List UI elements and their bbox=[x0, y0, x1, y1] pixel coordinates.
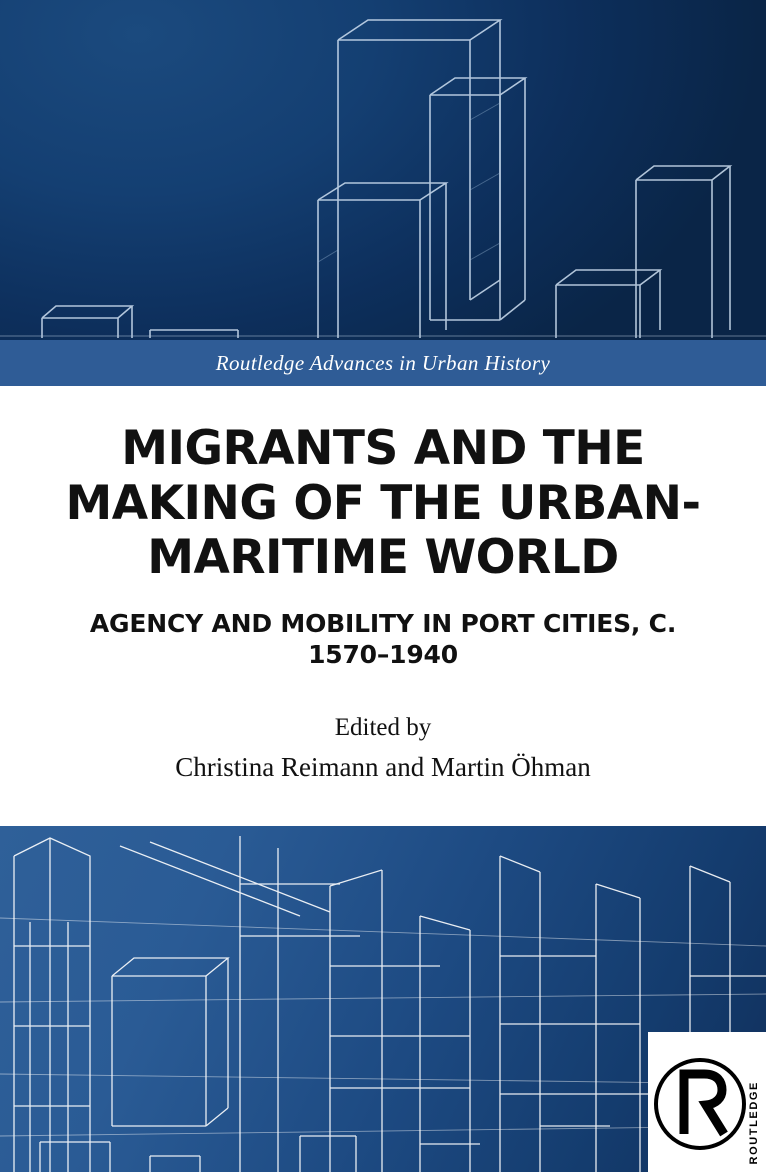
publisher-logo bbox=[648, 1032, 766, 1172]
page-subtitle: AGENCY AND MOBILITY IN PORT CITIES, C. 1570–1940 bbox=[89, 608, 677, 669]
title-block bbox=[0, 386, 766, 826]
top-artwork-panel bbox=[0, 0, 766, 340]
skyline-wireframe-graphic bbox=[0, 0, 766, 340]
editor-names: Christina Reimann and Martin Öhman bbox=[175, 751, 591, 782]
publisher-name: ROUTLEDGE bbox=[748, 1080, 760, 1164]
bottom-artwork-panel bbox=[0, 826, 766, 1172]
page-title: MIGRANTS AND THE MAKING OF THE URBAN-MARITIME WORLD bbox=[65, 421, 701, 586]
series-title: Routledge Advances in Urban History bbox=[215, 350, 551, 375]
series-band bbox=[0, 340, 766, 386]
edited-by-label: Edited by bbox=[334, 713, 432, 741]
